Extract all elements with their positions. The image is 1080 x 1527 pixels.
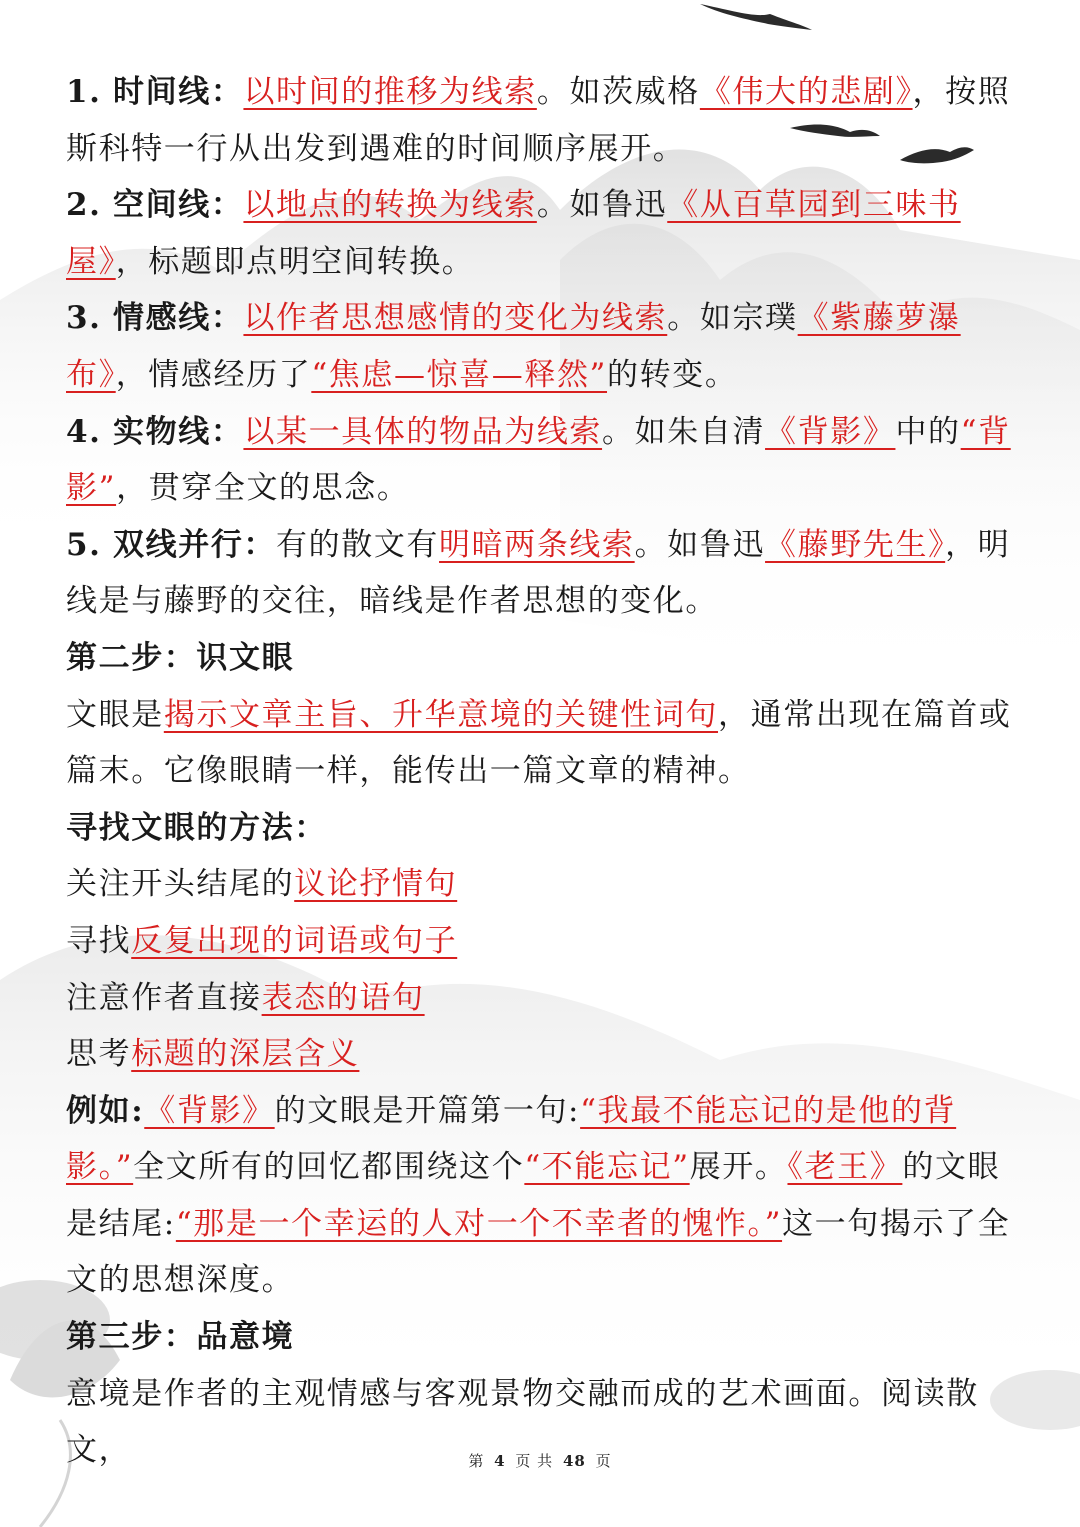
method-highlight: 反复出现的词语或句子 <box>131 922 458 959</box>
list-item: 1. 时间线：以时间的推移为线索。如茨威格《伟大的悲剧》，按照斯科特一行从出发到遇难的时间顺序展开。 <box>66 74 1011 167</box>
highlight-definition: 以作者思想感情的变化为线索 <box>243 300 668 337</box>
total-pages: 48 <box>562 1452 586 1470</box>
work-title: 《背影》 <box>765 413 896 450</box>
item-number: 2. <box>66 187 102 224</box>
example-paragraph: 例如:《背影》的文眼是开篇第一句:“我最不能忘记的是他的背影。”全文所有的回忆都围绕这个“不能忘记”展开。《老王》的文眼是结尾:“那是一个幸运的人对一个不幸者的愧怍。”这一句揭示了全文的思想深度。 <box>66 1092 1011 1299</box>
page-footer: 第 4 页 共 48 页 <box>468 1452 612 1470</box>
methods-heading: 寻找文眼的方法： <box>66 809 327 846</box>
work-title: 《藤野先生》 <box>765 526 946 563</box>
paragraph-yijing: 意境是作者的主观情感与客观景物交融而成的艺术画面。阅读散文， <box>66 1375 979 1469</box>
item-title: 空间线： <box>113 187 244 224</box>
method-highlight: 议论抒情句 <box>294 866 458 903</box>
method-highlight: 标题的深层含义 <box>131 1036 360 1073</box>
section-heading-step2: 第二步：识文眼 <box>66 639 295 676</box>
highlight-definition: 以时间的推移为线索 <box>243 74 537 110</box>
item-number: 3. <box>66 300 102 337</box>
list-item: 4. 实物线：以某一具体的物品为线索。如朱自清《背影》中的“背影”，贯穿全文的思念。 <box>66 413 1011 507</box>
method-highlight: 表态的语句 <box>261 979 425 1016</box>
list-item: 5. 双线并行：有的散文有明暗两条线索。如鲁迅《藤野先生》，明线是与藤野的交往，暗线是作者思想的变化。 <box>66 526 1011 620</box>
paragraph-wenyan-definition: 文眼是揭示文章主旨、升华意境的关键性词句，通常出现在篇首或篇末。它像眼睛一样，能传出一篇文章的精神。 <box>66 696 1012 790</box>
highlight-quote: “那是一个幸运的人对一个不幸者的愧怍。” <box>175 1205 783 1242</box>
work-title: 《紫藤萝瀑布》 <box>66 300 961 393</box>
item-number: 5. <box>66 526 102 563</box>
item-number: 4. <box>66 413 102 450</box>
highlight-quote: “我最不能忘记的是他的背影。” <box>66 1092 957 1186</box>
method-item: 注意作者直接表态的语句 <box>66 979 425 1016</box>
list-item: 3. 情感线：以作者思想感情的变化为线索。如宗璞《紫藤萝瀑布》，情感经历了“焦虑—惊喜—释然”的转变。 <box>66 300 961 393</box>
item-number: 1. <box>66 74 102 110</box>
highlight-definition: 明暗两条线索 <box>439 526 635 563</box>
work-title: 《伟大的悲剧》 <box>699 74 913 110</box>
highlight-definition: 以地点的转换为线索 <box>243 187 537 224</box>
work-title: 《背影》 <box>144 1092 275 1129</box>
item-title: 时间线： <box>113 74 244 110</box>
highlight-quote: “背影” <box>66 413 1011 507</box>
item-title: 情感线： <box>113 300 244 337</box>
document-body <box>66 64 1016 1479</box>
highlight-definition: 以某一具体的物品为线索 <box>243 413 603 450</box>
example-label: 例如: <box>66 1092 145 1129</box>
work-title: 《从百草园到三味书屋》 <box>66 187 961 280</box>
item-title: 双线并行： <box>113 526 277 563</box>
item-title: 实物线： <box>113 413 244 450</box>
list-item: 2. 空间线：以地点的转换为线索。如鲁迅《从百草园到三味书屋》，标题即点明空间转换。 <box>66 187 961 280</box>
method-item: 寻找反复出现的词语或句子 <box>66 922 458 959</box>
highlight-quote: “不能忘记” <box>524 1149 690 1186</box>
highlight-quote: “焦虑—惊喜—释然” <box>311 356 608 393</box>
highlight-definition: 揭示文章主旨、升华意境的关键性词句 <box>163 696 719 733</box>
method-item: 关注开头结尾的议论抒情句 <box>66 866 458 903</box>
method-item: 思考标题的深层含义 <box>66 1036 360 1073</box>
work-title: 《老王》 <box>787 1149 903 1186</box>
page-number: 4 <box>494 1452 506 1470</box>
section-heading-step3: 第三步：品意境 <box>66 1319 295 1356</box>
